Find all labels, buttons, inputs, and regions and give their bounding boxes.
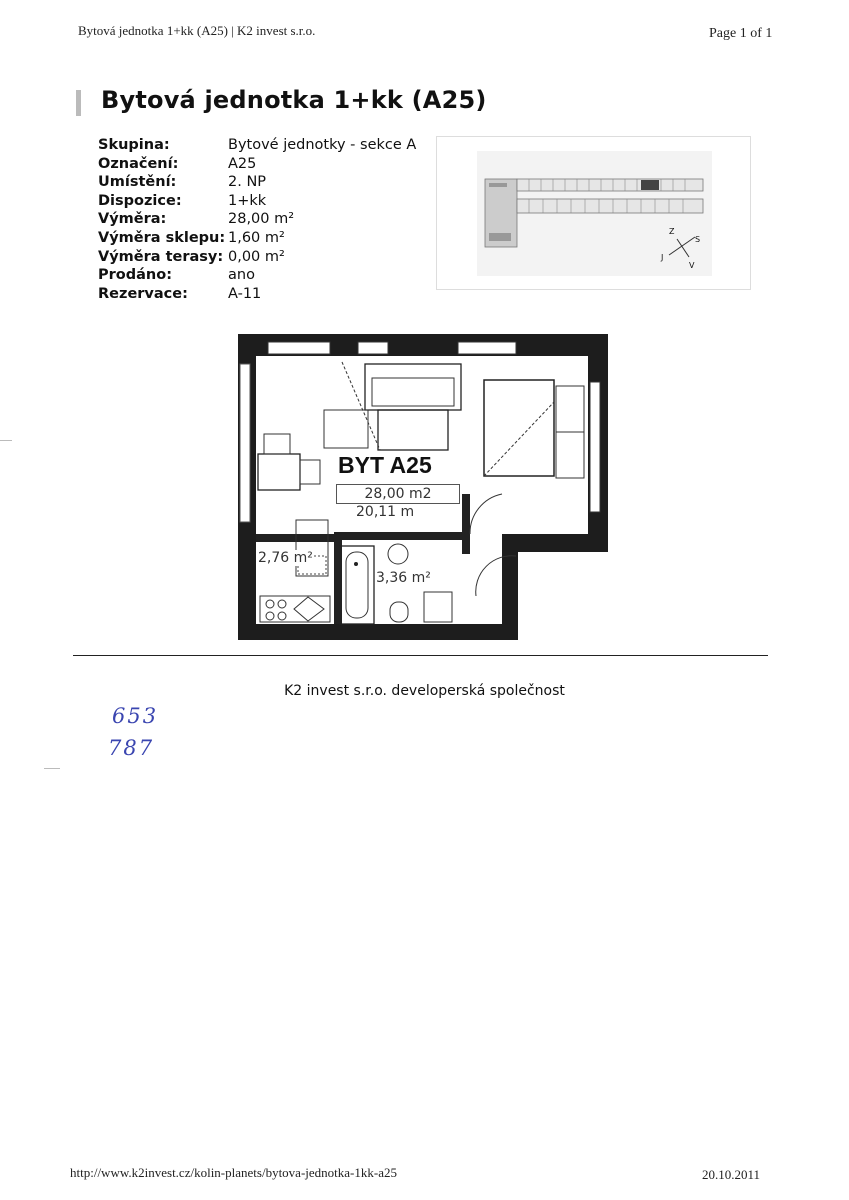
- property-row: [98, 266, 416, 285]
- property-value: A25: [228, 155, 257, 172]
- floor-plan-bath-area: 3,36 m²: [376, 570, 431, 586]
- building-map-drawing: [437, 137, 750, 289]
- footer-divider: [73, 655, 768, 656]
- property-list: [98, 136, 416, 303]
- floor-plan: [238, 334, 608, 642]
- property-row: [98, 155, 416, 174]
- property-value: 2. NP: [228, 174, 267, 191]
- property-label: Rezervace:: [98, 285, 188, 302]
- floor-plan-room-area: 20,11 m: [356, 504, 415, 520]
- browser-header-title: Bytová jednotka 1+kk (A25) | K2 invest s.r.o.: [78, 23, 316, 38]
- compass-label-v: V: [689, 261, 695, 270]
- property-value: ano: [228, 267, 255, 284]
- property-label: Výměra sklepu:: [98, 229, 226, 246]
- compass-label-j: J: [661, 253, 664, 262]
- property-row: [98, 285, 416, 304]
- property-row: [98, 210, 416, 229]
- compass-label-z: Z: [669, 227, 675, 236]
- property-label: Výměra:: [98, 211, 167, 228]
- property-value: Bytové jednotky - sekce A: [228, 137, 417, 153]
- property-row: [98, 136, 416, 155]
- title-accent-bar: [76, 90, 81, 116]
- property-row: [98, 248, 416, 267]
- compass-label-s: S: [695, 235, 701, 244]
- property-label: Výměra terasy:: [98, 248, 224, 265]
- print-date: 20.10.2011: [702, 1167, 761, 1182]
- handwritten-note-2: 787: [108, 736, 155, 760]
- handwritten-note-1: 653: [112, 704, 159, 728]
- property-value: A-11: [228, 285, 262, 302]
- property-row: [98, 229, 416, 248]
- unit-highlight: [641, 180, 659, 190]
- page-title: Bytová jednotka 1+kk (A25): [101, 86, 487, 114]
- property-label: Skupina:: [98, 137, 170, 153]
- scan-mark: [44, 768, 60, 769]
- property-label: Označení:: [98, 155, 179, 172]
- property-value: 28,00 m²: [228, 211, 295, 228]
- floor-plan-total-area: 28,00 m2: [336, 484, 460, 504]
- property-value: 0,00 m²: [228, 248, 285, 265]
- property-value: 1+kk: [228, 192, 267, 209]
- scan-mark: [0, 440, 12, 441]
- property-label: Prodáno:: [98, 267, 172, 284]
- property-row: [98, 173, 416, 192]
- company-tagline: K2 invest s.r.o. developerská společnost: [284, 683, 565, 699]
- property-label: Umístění:: [98, 174, 177, 191]
- browser-header-page: Page 1 of 1: [709, 26, 773, 41]
- property-row: [98, 192, 416, 211]
- property-value: 1,60 m²: [228, 229, 285, 246]
- floor-plan-kitchen-area: 2,76 m²: [258, 550, 313, 566]
- building-location-map: [436, 136, 751, 290]
- floor-plan-unit-label: BYT A25: [338, 452, 432, 478]
- property-label: Dispozice:: [98, 192, 182, 209]
- page-url: http://www.k2invest.cz/kolin-planets/bytova-jednotka-1kk-a25: [70, 1165, 397, 1180]
